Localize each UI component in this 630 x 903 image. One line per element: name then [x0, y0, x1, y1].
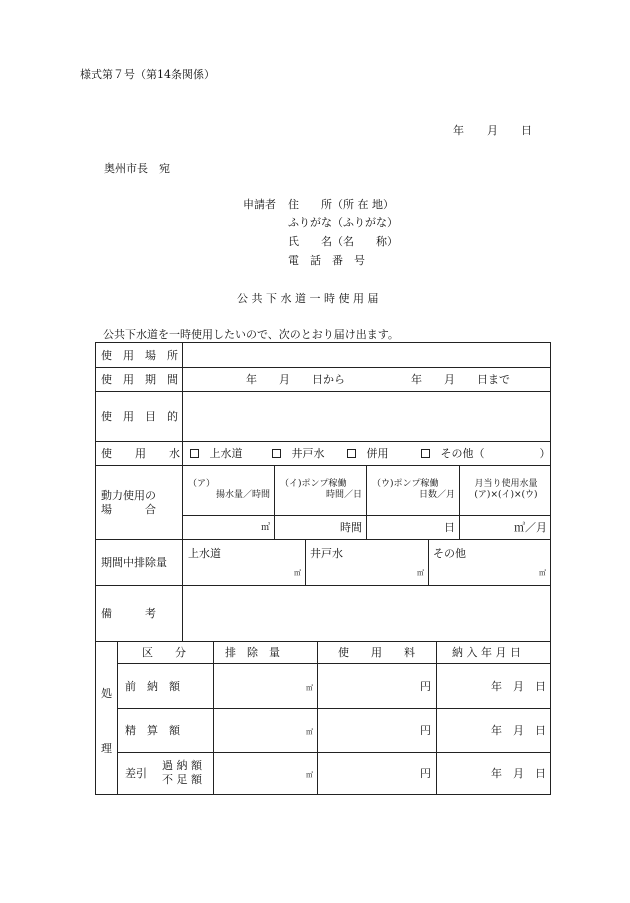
usage-period-from[interactable]: 年 月 日から — [246, 373, 345, 386]
checkbox-icon[interactable] — [421, 449, 430, 458]
usage-location-field[interactable] — [186, 345, 546, 365]
applicant-role: 申請者 — [243, 198, 276, 211]
processing-header-discharge: 排 除 量 — [225, 646, 280, 659]
power-col-d-unit[interactable]: ㎥／月 — [514, 521, 547, 534]
date-month: 月 — [487, 124, 498, 137]
application-form-table — [95, 342, 551, 795]
usage-period-label: 使 用 期 間 — [101, 373, 178, 386]
row-prepaid-category: 前 納 額 — [125, 680, 180, 693]
row-difference-kind: 過 納 額 不 足 額 — [162, 759, 202, 786]
water-option-other[interactable]: その他（ ） — [421, 447, 551, 460]
row-settlement-m3-unit[interactable]: ㎥ — [306, 728, 313, 736]
document-title: 公 共 下 水 道 一 時 使 用 届 — [237, 292, 379, 305]
power-col-a-header: （ア） 揚水量／時間 — [188, 479, 270, 500]
applicant-phone-label: 電 話 番 号 — [288, 254, 365, 267]
addressee: 奥州市長 宛 — [104, 162, 170, 175]
form-number: 様式第７号（第14条関係） — [80, 68, 215, 81]
applicant-address-label: 住 所（所 在 地） — [288, 198, 394, 211]
intro-text: 公共下水道を一時使用したいので、次のとおり届け出ます。 — [103, 328, 399, 341]
water-option-well[interactable]: 井戸水 — [272, 447, 325, 460]
row-difference-prefix: 差引 — [125, 767, 147, 780]
row-prepaid-date[interactable]: 年 月 日 — [491, 680, 546, 693]
checkbox-icon[interactable] — [347, 449, 356, 458]
water-option-waterworks[interactable]: 上水道 — [190, 447, 243, 460]
applicant-furigana-label: ふりがな（ふりがな） — [288, 216, 398, 229]
usage-purpose-field[interactable] — [186, 395, 546, 437]
power-col-d-header: 月当り使用水量 (ア)×(イ)×(ウ) — [474, 479, 538, 500]
power-col-b-header: （イ)ポンプ稼働 時間／日 — [280, 479, 362, 500]
power-col-c-unit[interactable]: 日 — [444, 521, 455, 534]
usage-period-to[interactable]: 年 月 日まで — [411, 373, 510, 386]
date-year: 年 — [453, 124, 464, 137]
processing-side-label-top: 処 — [101, 687, 112, 700]
processing-header-category: 区 分 — [142, 646, 186, 659]
row-settlement-category: 精 算 額 — [125, 724, 180, 737]
row-settlement-date[interactable]: 年 月 日 — [491, 724, 546, 737]
row-prepaid-m3-unit[interactable]: ㎥ — [306, 684, 313, 692]
row-difference-date[interactable]: 年 月 日 — [491, 767, 546, 780]
discharge-other-unit[interactable]: ㎥ — [539, 569, 546, 577]
discharge-well-unit[interactable]: ㎥ — [417, 569, 424, 577]
usage-location-label: 使 用 場 所 — [101, 349, 178, 362]
power-col-c-header: （ウ)ポンプ稼働 日数／月 — [372, 479, 455, 500]
remarks-label: 備 考 — [101, 607, 156, 620]
water-type-label: 使 用 水 — [101, 447, 186, 460]
date-day: 日 — [521, 124, 532, 137]
power-col-a-unit[interactable]: ㎥ — [260, 523, 270, 533]
row-settlement-yen-unit[interactable]: 円 — [420, 724, 431, 737]
discharge-label: 期間中排除量 — [101, 556, 167, 569]
row-difference-m3-unit[interactable]: ㎥ — [306, 771, 313, 779]
power-usage-label: 動力使用の 場 合 — [101, 489, 156, 516]
checkbox-icon[interactable] — [272, 449, 281, 458]
discharge-well-label: 井戸水 — [310, 547, 343, 560]
processing-header-date: 納 入 年 月 日 — [452, 646, 521, 659]
checkbox-icon[interactable] — [190, 449, 199, 458]
row-prepaid-yen-unit[interactable]: 円 — [420, 680, 431, 693]
power-col-b-unit[interactable]: 時間 — [340, 521, 362, 534]
discharge-waterworks-unit[interactable]: ㎥ — [294, 569, 301, 577]
remarks-field[interactable] — [186, 589, 546, 637]
processing-header-fee: 使 用 料 — [338, 646, 415, 659]
discharge-other-label: その他 — [433, 547, 466, 560]
processing-side-label-bottom: 理 — [101, 742, 112, 755]
row-difference-yen-unit[interactable]: 円 — [420, 767, 431, 780]
applicant-name-label: 氏 名（名 称） — [288, 235, 398, 248]
water-option-combined[interactable]: 併用 — [347, 447, 389, 460]
usage-purpose-label: 使 用 目 的 — [101, 410, 178, 423]
discharge-waterworks-label: 上水道 — [188, 547, 221, 560]
